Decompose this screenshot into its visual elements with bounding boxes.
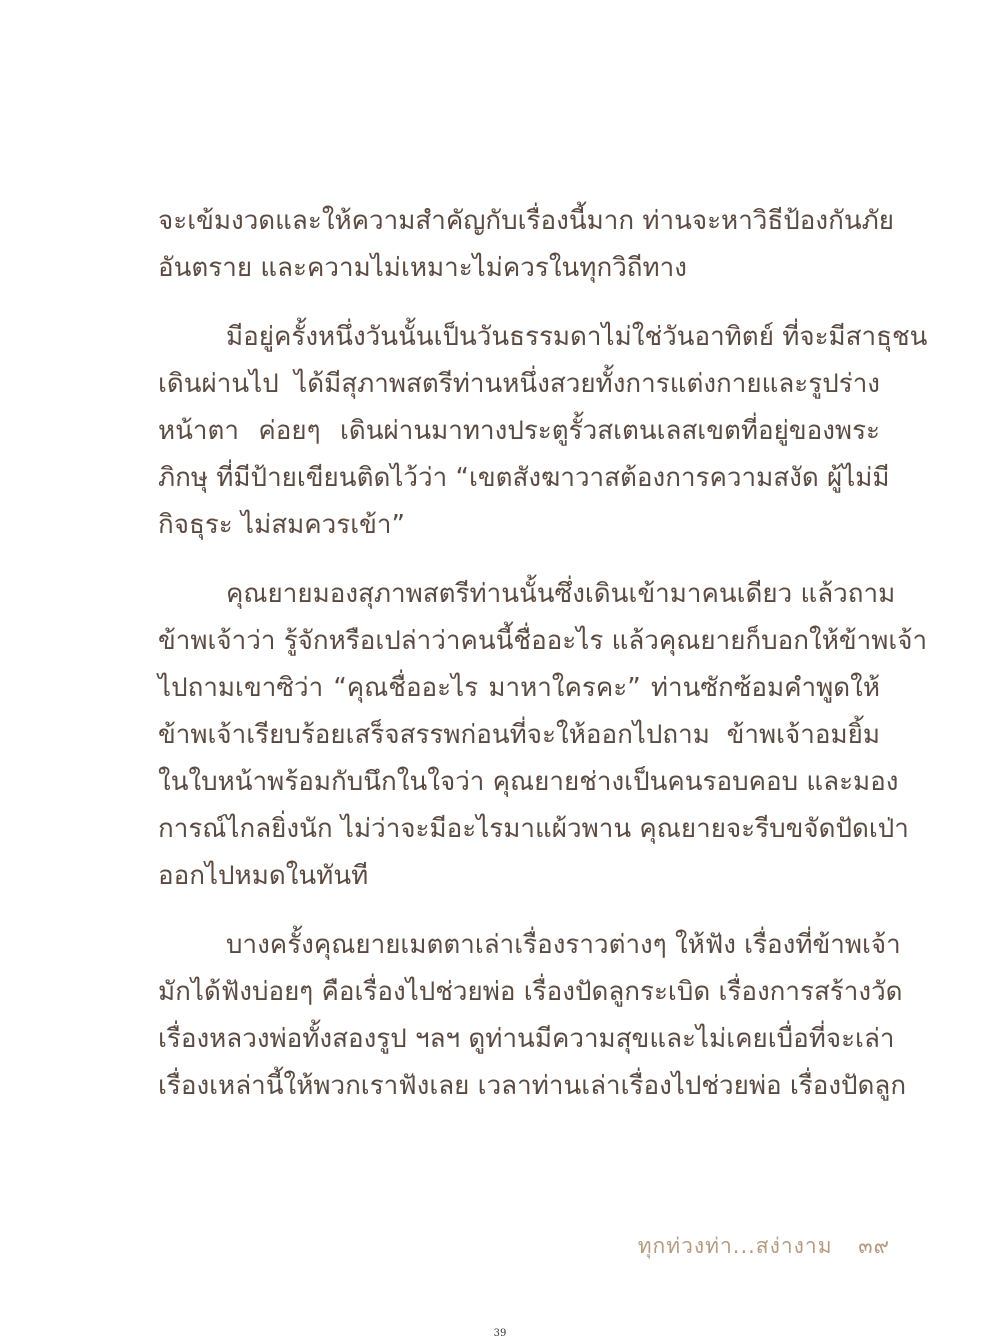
text-line: ภิกษุ ที่มีป้ายเขียนติดไว้ว่า “เขตสังฆาวาสต้องการความสงัด ผู้ไม่มี — [158, 463, 890, 493]
text-line: ในใบหน้าพร้อมกับนึกในใจว่า คุณยายช่างเป็นคนรอบคอบ และมอง — [158, 767, 899, 797]
print-page-number: 39 — [493, 1328, 507, 1339]
text-line: มักได้ฟังบ่อยๆ คือเรื่องไปช่วยพ่อ เรื่องปัดลูกระเบิด เรื่องการสร้างวัด — [158, 977, 903, 1007]
paragraph — [158, 571, 928, 900]
text-line: ไปถามเขาซิว่า “คุณชื่ออะไร มาหาใครคะ” ท่านซักซ้อมคำพูดให้ — [158, 673, 880, 703]
text-line: ข้าพเจ้าว่า รู้จักหรือเปล่าว่าคนนี้ชื่ออะไร แล้วคุณยายก็บอกให้ข้าพเจ้า — [158, 626, 928, 656]
paragraph — [158, 922, 907, 1110]
text-line: หน้าตา ค่อยๆ เดินผ่านมาทางประตูรั้วสเตนเลสเขตที่อยู่ของพระ — [158, 416, 880, 446]
text-line: เรื่องเหล่านี้ให้พวกเราฟังเลย เวลาท่านเล่าเรื่องไปช่วยพ่อ เรื่องปัดลูก — [158, 1071, 907, 1101]
text-line: เรื่องหลวงพ่อทั้งสองรูป ฯลฯ ดูท่านมีความสุขและไม่เคยเบื่อที่จะเล่า — [158, 1024, 895, 1054]
text-line: บางครั้งคุณยายเมตตาเล่าเรื่องราวต่างๆ ให้ฟัง เรื่องที่ข้าพเจ้า — [226, 930, 901, 960]
page-number-thai: ๓๙ — [858, 1234, 890, 1258]
running-footer — [638, 1230, 890, 1263]
text-line: จะเข้มงวดและให้ความสำคัญกับเรื่องนี้มาก ท่านจะหาวิธีป้องกันภัย — [158, 206, 894, 236]
text-line: ออกไปหมดในทันที — [158, 861, 369, 891]
paragraph — [158, 198, 894, 292]
text-line: การณ์ไกลยิ่งนัก ไม่ว่าจะมีอะไรมาแผ้วพาน คุณยายจะรีบขจัดปัดเป่า — [158, 814, 909, 844]
text-line: คุณยายมองสุภาพสตรีท่านนั้นซึ่งเดินเข้ามาคนเดียว แล้วถาม — [226, 579, 896, 609]
text-line: มีอยู่ครั้งหนึ่งวันนั้นเป็นวันธรรมดาไม่ใช่วันอาทิตย์ ที่จะมีสาธุชน — [226, 322, 928, 352]
paragraph — [158, 314, 928, 549]
text-line: เดินผ่านไป ได้มีสุภาพสตรีท่านหนึ่งสวยทั้งการแต่งกายและรูปร่าง — [158, 369, 880, 399]
body-text — [158, 198, 928, 1132]
running-footer-title: ทุกท่วงท่า...สง่างาม — [637, 1234, 833, 1258]
text-line: ข้าพเจ้าเรียบร้อยเสร็จสรรพก่อนที่จะให้ออกไปถาม ข้าพเจ้าอมยิ้ม — [158, 720, 880, 750]
text-line: อันตราย และความไม่เหมาะไม่ควรในทุกวิถีทาง — [158, 253, 687, 283]
text-line: กิจธุระ ไม่สมควรเข้า” — [158, 510, 405, 540]
